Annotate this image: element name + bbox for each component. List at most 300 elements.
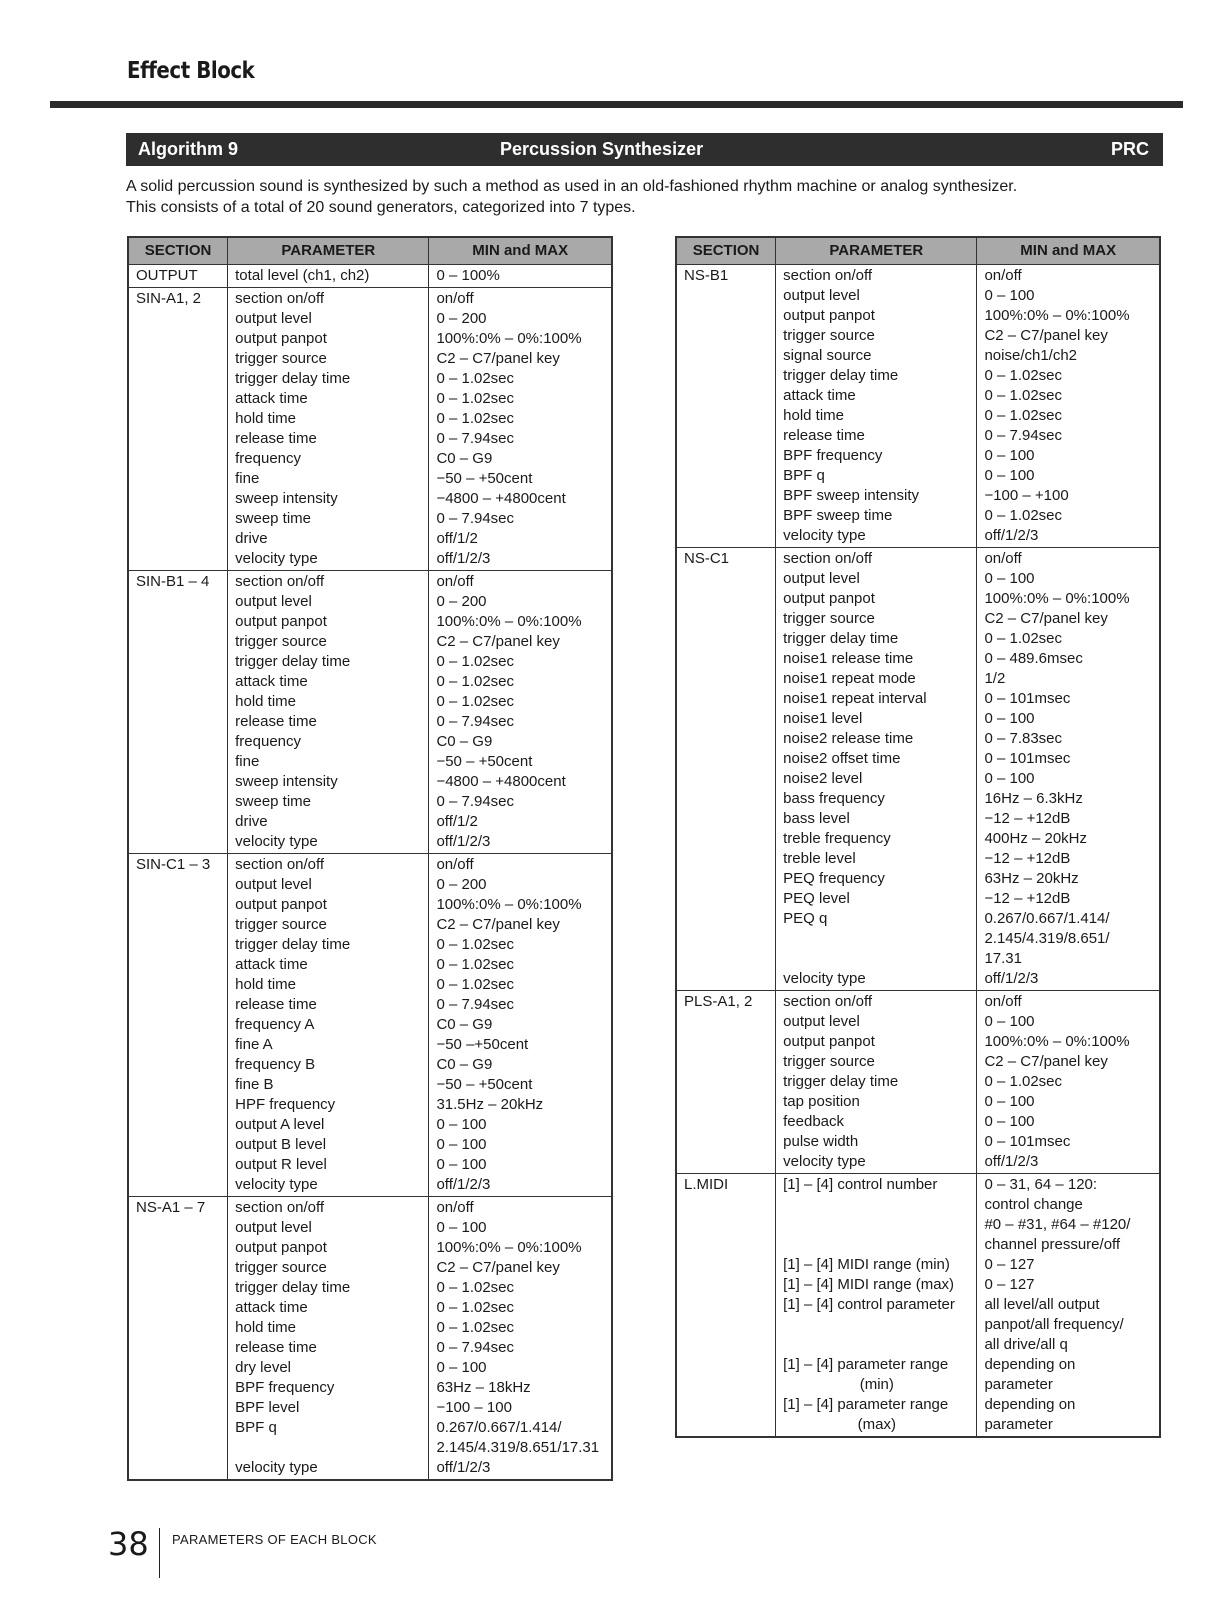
parameter-range: 1/2	[984, 670, 1006, 687]
parameter-name: trigger source	[235, 916, 327, 933]
parameter-range: 0 – 1.02sec	[436, 693, 515, 710]
parameter-name: noise1 repeat mode	[783, 670, 916, 687]
parameter-name	[783, 1195, 970, 1215]
parameter-name: BPF q	[783, 467, 825, 484]
parameter-range: 0 – 7.94sec	[436, 996, 515, 1013]
parameter-range: 31.5Hz – 20kHz	[436, 1096, 544, 1113]
table-row	[128, 1197, 612, 1481]
section-cell	[676, 265, 776, 548]
parameter-name: hold time	[783, 407, 845, 424]
parameter-name: output level	[783, 570, 860, 587]
parameter-name: release time	[235, 430, 317, 447]
parameter-range: 0 – 1.02sec	[436, 956, 515, 973]
parameter-range: 63Hz – 18kHz	[436, 1379, 531, 1396]
section-cell	[676, 1174, 776, 1438]
parameter-name: feedback	[783, 1113, 845, 1130]
parameter-name: velocity type	[783, 527, 866, 544]
parameter-name: output level	[783, 1013, 860, 1030]
parameter-name: trigger delay time	[783, 630, 899, 647]
parameter-name: signal source	[783, 347, 872, 364]
parameter-cell	[228, 288, 429, 571]
section-cell	[128, 265, 228, 288]
header-rule	[50, 101, 1183, 108]
parameter-range: 2.145/4.319/8.651/17.31	[436, 1439, 600, 1456]
parameter-range: 0 – 1.02sec	[436, 976, 515, 993]
parameter-name: trigger delay time	[235, 653, 351, 670]
parameter-range: 16Hz – 6.3kHz	[984, 790, 1083, 807]
parameter-range: on/off	[436, 290, 474, 307]
parameter-range: 0 – 7.94sec	[436, 510, 515, 527]
parameter-range: control change	[984, 1196, 1083, 1213]
column-header-parameter: PARAMETER	[776, 237, 977, 265]
parameter-name: attack time	[235, 390, 308, 407]
parameter-range: noise/ch1/ch2	[984, 347, 1078, 364]
parameter-range: 0 – 31, 64 – 120:	[984, 1176, 1098, 1193]
parameter-name: velocity type	[783, 970, 866, 987]
parameter-name: dry level	[235, 1359, 291, 1376]
parameter-range: 0 – 100	[984, 447, 1035, 464]
parameter-range: 0 – 1.02sec	[984, 1073, 1063, 1090]
parameter-name: (max)	[857, 1416, 896, 1433]
parameter-range: −12 – +12dB	[984, 850, 1071, 867]
parameter-range: parameter	[984, 1376, 1053, 1393]
parameter-name: velocity type	[235, 1176, 318, 1193]
parameter-name: tap position	[783, 1093, 860, 1110]
parameter-range: 0 – 100	[436, 1359, 487, 1376]
parameter-name: release time	[235, 713, 317, 730]
parameter-name: sweep time	[235, 510, 312, 527]
parameter-range: 0 – 1.02sec	[436, 936, 515, 953]
parameter-name: hold time	[235, 976, 297, 993]
parameter-name: frequency B	[235, 1056, 316, 1073]
parameter-range: 0 – 101msec	[984, 750, 1071, 767]
parameter-range: −50 –+50cent	[436, 1036, 529, 1053]
section-cell	[128, 288, 228, 571]
parameter-name: fine	[235, 753, 260, 770]
parameter-range: C0 – G9	[436, 1016, 493, 1033]
parameter-name: sweep time	[235, 793, 312, 810]
parameter-name: drive	[235, 813, 268, 830]
parameter-name: output level	[235, 310, 312, 327]
parameter-range: off/1/2/3	[436, 1459, 491, 1476]
section-name: NS-B1	[684, 267, 729, 284]
algorithm-name: Percussion Synthesizer	[500, 139, 704, 159]
parameter-range: 0 – 1.02sec	[436, 1279, 515, 1296]
parameter-name: frequency	[235, 733, 302, 750]
parameter-range: channel pressure/off	[984, 1236, 1121, 1253]
range-cell	[429, 571, 612, 854]
parameter-name: trigger source	[783, 327, 875, 344]
algorithm-code: PRC	[1110, 139, 1149, 159]
parameter-name: [1] – [4] MIDI range (max)	[783, 1276, 955, 1293]
section-name: NS-C1	[684, 550, 730, 567]
parameter-name: sweep intensity	[235, 490, 338, 507]
section-name: SIN-B1 – 4	[136, 573, 210, 590]
parameter-range: −12 – +12dB	[984, 810, 1071, 827]
parameter-range: C2 – C7/panel key	[984, 1053, 1108, 1070]
parameter-name: hold time	[235, 693, 297, 710]
parameter-name: section on/off	[783, 550, 873, 567]
parameter-range: 0 – 100	[984, 770, 1035, 787]
section-name: SIN-C1 – 3	[136, 856, 211, 873]
table-row	[676, 548, 1160, 991]
intro-line: This consists of a total of 20 sound generators, categorized into 7 types.	[126, 199, 636, 216]
parameter-range: −4800 – +4800cent	[436, 490, 566, 507]
parameter-range: 0 – 100	[984, 287, 1035, 304]
parameter-name: output B level	[235, 1136, 327, 1153]
parameter-name: attack time	[235, 956, 308, 973]
parameter-range: 0 – 100	[436, 1156, 487, 1173]
column-header-section: SECTION	[676, 237, 776, 265]
parameter-name: frequency	[235, 450, 302, 467]
parameter-name: attack time	[235, 673, 308, 690]
parameter-name: hold time	[235, 410, 297, 427]
parameter-name: output panpot	[783, 307, 875, 324]
table-row	[128, 854, 612, 1197]
range-cell	[977, 991, 1160, 1174]
parameter-range: 0 – 1.02sec	[984, 367, 1063, 384]
page-number: 38	[108, 1525, 149, 1563]
parameter-name: [1] – [4] MIDI range (min)	[783, 1256, 950, 1273]
parameter-name: velocity type	[783, 1153, 866, 1170]
parameter-range: off/1/2/3	[436, 1176, 491, 1193]
parameter-range: off/1/2/3	[984, 527, 1039, 544]
range-cell	[429, 288, 612, 571]
parameter-range: 100%:0% – 0%:100%	[984, 590, 1130, 607]
parameter-name	[783, 1315, 970, 1335]
parameter-name: section on/off	[235, 573, 325, 590]
parameter-name: section on/off	[235, 290, 325, 307]
parameter-table-left	[127, 236, 613, 1481]
parameter-range: on/off	[984, 550, 1022, 567]
parameter-name: noise1 repeat interval	[783, 690, 927, 707]
parameter-range: all level/all output	[984, 1296, 1100, 1313]
parameter-range: 0 – 1.02sec	[436, 653, 515, 670]
parameter-name: noise1 level	[783, 710, 863, 727]
parameter-cell	[228, 571, 429, 854]
parameter-range: 0 – 100	[984, 467, 1035, 484]
parameter-cell	[228, 265, 429, 288]
parameter-name: trigger source	[235, 633, 327, 650]
parameter-range: panpot/all frequency/	[984, 1316, 1124, 1333]
section-name: SIN-A1, 2	[136, 290, 202, 307]
parameter-name: velocity type	[235, 833, 318, 850]
table-header-row	[128, 237, 612, 265]
parameter-name: output panpot	[235, 330, 327, 347]
parameter-range: 0 – 1.02sec	[436, 390, 515, 407]
parameter-range: off/1/2/3	[984, 970, 1039, 987]
parameter-name: output level	[235, 593, 312, 610]
range-cell	[429, 854, 612, 1197]
range-cell	[977, 265, 1160, 548]
parameter-range: 0 – 100	[984, 1093, 1035, 1110]
section-name: PLS-A1, 2	[684, 993, 753, 1010]
parameter-range: C2 – C7/panel key	[436, 633, 560, 650]
parameter-name: section on/off	[235, 856, 325, 873]
table-row	[128, 265, 612, 288]
parameter-range: 0 – 1.02sec	[984, 387, 1063, 404]
parameter-name: fine	[235, 470, 260, 487]
parameter-range: 0 – 200	[436, 876, 487, 893]
parameter-name: output panpot	[235, 613, 327, 630]
parameter-range: C2 – C7/panel key	[436, 350, 560, 367]
parameter-range: −50 – +50cent	[436, 1076, 533, 1093]
parameter-name: hold time	[235, 1319, 297, 1336]
parameter-name: release time	[235, 1339, 317, 1356]
parameter-range: −50 – +50cent	[436, 470, 533, 487]
parameter-range: 0 – 1.02sec	[984, 507, 1063, 524]
parameter-range: 0 – 101msec	[984, 690, 1071, 707]
parameter-range: 0 – 7.83sec	[984, 730, 1063, 747]
column-header-range: MIN and MAX	[977, 237, 1160, 265]
parameter-range: off/1/2	[436, 530, 478, 547]
column-header-section: SECTION	[128, 237, 228, 265]
table-body	[676, 265, 1160, 1438]
parameter-name: PEQ frequency	[783, 870, 885, 887]
parameter-range: depending on	[984, 1396, 1076, 1413]
parameter-range: 0 – 7.94sec	[436, 430, 515, 447]
parameter-range: 0 – 100	[984, 1113, 1035, 1130]
parameter-name: drive	[235, 530, 268, 547]
parameter-name: output panpot	[235, 896, 327, 913]
parameter-range: 100%:0% – 0%:100%	[436, 1239, 582, 1256]
parameter-name: output level	[235, 876, 312, 893]
parameter-range: 0 – 127	[984, 1256, 1035, 1273]
parameter-range: 0 – 7.94sec	[436, 1339, 515, 1356]
parameter-range: −12 – +12dB	[984, 890, 1071, 907]
parameter-name: output level	[235, 1219, 312, 1236]
section-cell	[128, 854, 228, 1197]
algorithm-number: Algorithm 9	[138, 139, 239, 159]
parameter-name: section on/off	[783, 267, 873, 284]
intro-text	[126, 176, 1186, 218]
parameter-range: C0 – G9	[436, 1056, 493, 1073]
parameter-name: [1] – [4] control parameter	[783, 1296, 955, 1313]
parameter-range: 400Hz – 20kHz	[984, 830, 1088, 847]
parameter-range: 0 – 100	[436, 1116, 487, 1133]
parameter-name: trigger delay time	[783, 1073, 899, 1090]
parameter-name: (min)	[859, 1376, 894, 1393]
section-cell	[676, 548, 776, 991]
table-row	[128, 571, 612, 854]
parameter-range: off/1/2/3	[436, 833, 491, 850]
parameter-name: trigger source	[235, 350, 327, 367]
parameter-name: treble frequency	[783, 830, 891, 847]
parameter-name: attack time	[235, 1299, 308, 1316]
parameter-range: off/1/2/3	[436, 550, 491, 567]
section-cell	[128, 1197, 228, 1481]
parameter-range: −100 – +100	[984, 487, 1069, 504]
parameter-name: output panpot	[783, 590, 875, 607]
parameter-name: noise2 offset time	[783, 750, 901, 767]
parameter-name: release time	[783, 427, 865, 444]
parameter-range: on/off	[436, 573, 474, 590]
parameter-range: depending on	[984, 1356, 1076, 1373]
column-header-parameter: PARAMETER	[228, 237, 429, 265]
parameter-name: HPF frequency	[235, 1096, 336, 1113]
parameter-name: bass level	[783, 810, 850, 827]
parameter-name: output panpot	[783, 1033, 875, 1050]
parameter-name: pulse width	[783, 1133, 859, 1150]
parameter-name	[783, 1215, 970, 1235]
parameter-range: 0.267/0.667/1.414/	[436, 1419, 562, 1436]
parameter-name: BPF sweep time	[783, 507, 893, 524]
parameter-range: −100 – 100	[436, 1399, 512, 1416]
parameter-table-right	[675, 236, 1161, 1438]
section-cell	[128, 571, 228, 854]
parameter-name: trigger source	[783, 1053, 875, 1070]
parameter-name: velocity type	[235, 550, 318, 567]
parameter-name: BPF frequency	[235, 1379, 335, 1396]
parameter-name: release time	[235, 996, 317, 1013]
parameter-range: parameter	[984, 1416, 1053, 1433]
parameter-name: output panpot	[235, 1239, 327, 1256]
parameter-range: 0 – 100	[984, 710, 1035, 727]
parameter-name	[783, 949, 970, 969]
section-name: OUTPUT	[136, 267, 198, 284]
intro-line: A solid percussion sound is synthesized by such a method as used in an old-fashioned rhythm machine or analog synthesizer.	[126, 178, 1018, 195]
parameter-range: #0 – #31, #64 – #120/	[984, 1216, 1131, 1233]
parameter-name: PEQ level	[783, 890, 850, 907]
parameter-name: [1] – [4] parameter range	[783, 1356, 949, 1373]
parameter-cell	[776, 265, 977, 548]
parameter-name: BPF frequency	[783, 447, 883, 464]
parameter-cell	[228, 854, 429, 1197]
parameter-range: 17.31	[984, 950, 1022, 967]
parameter-name: output A level	[235, 1116, 325, 1133]
parameter-range: C0 – G9	[436, 450, 493, 467]
parameter-range: 0 – 1.02sec	[436, 370, 515, 387]
parameter-range: on/off	[984, 993, 1022, 1010]
parameter-range: 0 – 200	[436, 593, 487, 610]
range-cell	[977, 1174, 1160, 1438]
parameter-range: 100%:0% – 0%:100%	[436, 896, 582, 913]
parameter-name: trigger delay time	[235, 1279, 351, 1296]
parameter-name: noise2 release time	[783, 730, 914, 747]
parameter-range: −50 – +50cent	[436, 753, 533, 770]
parameter-name: trigger delay time	[783, 367, 899, 384]
parameter-cell	[776, 991, 977, 1174]
parameter-name: sweep intensity	[235, 773, 338, 790]
parameter-range: C2 – C7/panel key	[984, 610, 1108, 627]
parameter-name: [1] – [4] control number	[783, 1176, 938, 1193]
parameter-range: C2 – C7/panel key	[436, 1259, 560, 1276]
parameter-range: 0 – 489.6msec	[984, 650, 1083, 667]
parameter-name: BPF sweep intensity	[783, 487, 920, 504]
parameter-name: attack time	[783, 387, 856, 404]
parameter-range: on/off	[436, 856, 474, 873]
parameter-name	[783, 1235, 970, 1255]
parameter-range: 0 – 7.94sec	[984, 427, 1063, 444]
parameter-range: 0 – 1.02sec	[984, 630, 1063, 647]
range-cell	[977, 548, 1160, 991]
parameter-range: off/1/2	[436, 813, 478, 830]
parameter-name: trigger delay time	[235, 936, 351, 953]
parameter-range: C2 – C7/panel key	[436, 916, 560, 933]
parameter-name: section on/off	[783, 993, 873, 1010]
footer-divider	[159, 1528, 160, 1578]
parameter-name: trigger source	[235, 1259, 327, 1276]
parameter-range: all drive/all q	[984, 1336, 1068, 1353]
parameter-range: 0 – 1.02sec	[436, 410, 515, 427]
table-header-row	[676, 237, 1160, 265]
parameter-range: 100%:0% – 0%:100%	[436, 330, 582, 347]
parameter-name: output R level	[235, 1156, 327, 1173]
parameter-range: C2 – C7/panel key	[984, 327, 1108, 344]
parameter-range: C0 – G9	[436, 733, 493, 750]
parameter-range: 0 – 7.94sec	[436, 713, 515, 730]
parameter-range: 0 – 1.02sec	[436, 1299, 515, 1316]
parameter-range: 0 – 1.02sec	[436, 673, 515, 690]
parameter-range: 0 – 100	[436, 1136, 487, 1153]
parameter-range: 100%:0% – 0%:100%	[984, 307, 1130, 324]
parameter-range: 0 – 1.02sec	[984, 407, 1063, 424]
parameter-range: 0 – 100	[984, 1013, 1035, 1030]
algorithm-title-bar	[126, 133, 1163, 166]
footer-label: PARAMETERS OF EACH BLOCK	[172, 1532, 377, 1547]
section-name: NS-A1 – 7	[136, 1199, 206, 1216]
parameter-cell	[776, 1174, 977, 1438]
parameter-name: output level	[783, 287, 860, 304]
parameter-range: −4800 – +4800cent	[436, 773, 566, 790]
section-name: L.MIDI	[684, 1176, 729, 1193]
table-row	[676, 991, 1160, 1174]
parameter-range: 0 – 101msec	[984, 1133, 1071, 1150]
parameter-name: trigger source	[783, 610, 875, 627]
parameter-range: 0 – 200	[436, 310, 487, 327]
parameter-range: 100%:0% – 0%:100%	[436, 613, 582, 630]
section-cell	[676, 991, 776, 1174]
parameter-range: 0 – 127	[984, 1276, 1035, 1293]
parameter-name: section on/off	[235, 1199, 325, 1216]
parameter-name	[783, 1335, 970, 1355]
parameter-name: BPF q	[235, 1419, 277, 1436]
parameter-name: velocity type	[235, 1459, 318, 1476]
parameter-range: 0 – 1.02sec	[436, 1319, 515, 1336]
parameter-range: 100%:0% – 0%:100%	[984, 1033, 1130, 1050]
parameter-name: trigger delay time	[235, 370, 351, 387]
parameter-name	[783, 929, 970, 949]
range-cell	[429, 265, 612, 288]
parameter-name: fine B	[235, 1076, 274, 1093]
parameter-name: PEQ q	[783, 910, 828, 927]
parameter-name: BPF level	[235, 1399, 300, 1416]
parameter-name: frequency A	[235, 1016, 315, 1033]
column-header-range: MIN and MAX	[429, 237, 612, 265]
parameter-range: 63Hz – 20kHz	[984, 870, 1079, 887]
parameter-cell	[228, 1197, 429, 1481]
parameter-name: fine A	[235, 1036, 273, 1053]
parameter-name: treble level	[783, 850, 856, 867]
parameter-range: on/off	[436, 1199, 474, 1216]
parameter-cell	[776, 548, 977, 991]
parameter-name: bass frequency	[783, 790, 885, 807]
parameter-name: [1] – [4] parameter range	[783, 1396, 949, 1413]
parameter-range: 2.145/4.319/8.651/	[984, 930, 1110, 947]
table-body	[128, 265, 612, 1481]
table-row	[676, 265, 1160, 548]
table-row	[128, 288, 612, 571]
page-title: Effect Block	[127, 58, 255, 84]
parameter-range: 0.267/0.667/1.414/	[984, 910, 1110, 927]
parameter-range: 0 – 100%	[436, 267, 500, 284]
parameter-name: noise2 level	[783, 770, 863, 787]
parameter-range: 0 – 7.94sec	[436, 793, 515, 810]
parameter-name: noise1 release time	[783, 650, 914, 667]
parameter-name	[235, 1438, 422, 1458]
parameter-range: off/1/2/3	[984, 1153, 1039, 1170]
parameter-range: 0 – 100	[436, 1219, 487, 1236]
